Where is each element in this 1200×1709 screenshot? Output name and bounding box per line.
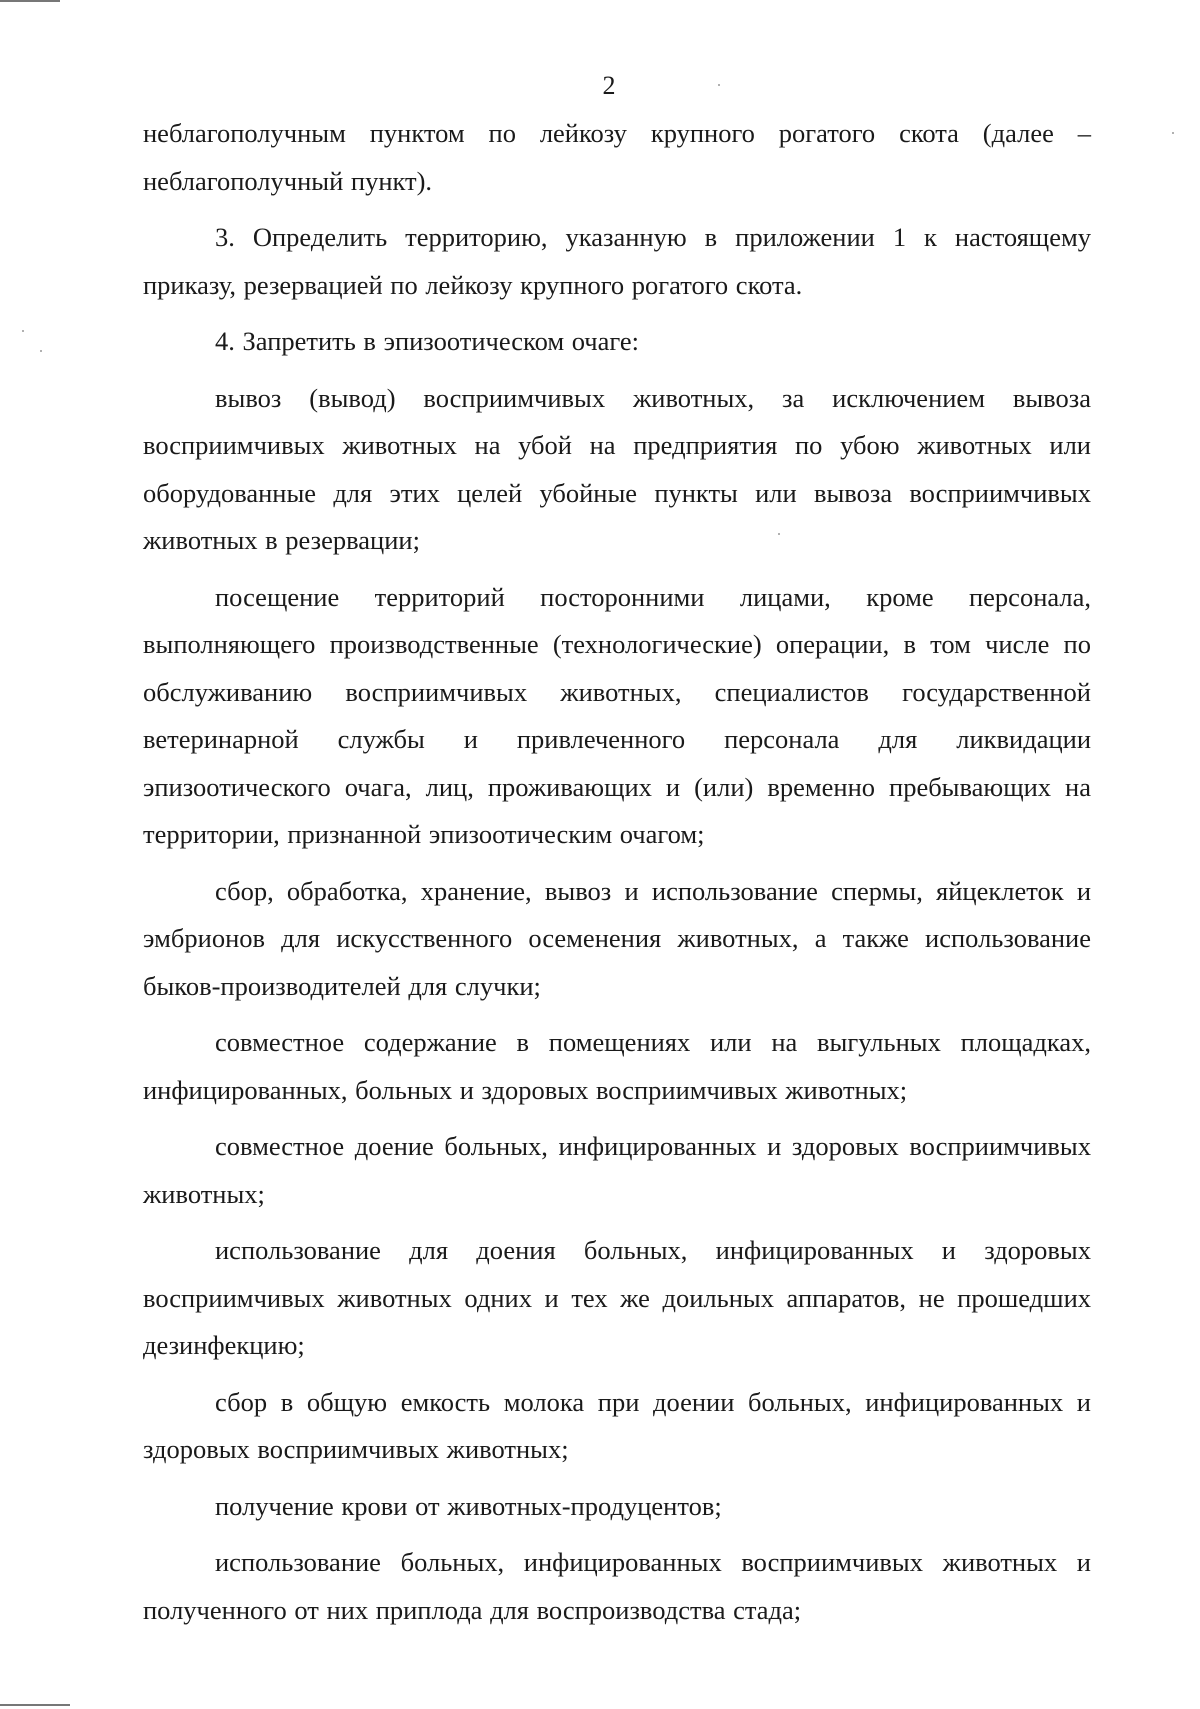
scan-edge-bottom-left <box>0 1704 70 1706</box>
paragraph: сбор в общую емкость молока при доении больных, инфицированных и здоровых восприимчивых животных; <box>143 1386 1091 1464</box>
paragraph: неблагополучным пунктом по лейкозу крупного рогатого скота (далее – неблагополучный пункт). <box>143 118 1091 196</box>
document-body <box>143 110 1091 1643</box>
paragraph: использование для доения больных, инфицированных и здоровых восприимчивых животных одних и тех же доильных аппаратов, не прошедших дезинфекцию; <box>143 1235 1091 1360</box>
paragraph: совместное доение больных, инфицированных и здоровых восприимчивых животных; <box>143 1131 1091 1209</box>
paragraph: использование больных, инфицированных восприимчивых животных и полученного от них приплода для воспроизводства стада; <box>143 1547 1091 1625</box>
scan-edge-top-left <box>0 0 60 2</box>
paragraph: 3. Определить территорию, указанную в приложении 1 к настоящему приказу, резервацией по лейкозу крупного рогатого скота. <box>143 222 1091 300</box>
paragraph: сбор, обработка, хранение, вывоз и использование спермы, яйцеклеток и эмбрионов для искусственного осеменения животных, а также использование быков-производителей для случки; <box>143 875 1091 1001</box>
paragraph: получение крови от животных-продуцентов; <box>215 1490 722 1521</box>
paragraph: вывоз (вывод) восприимчивых животных, за исключением вывоза восприимчивых животных на убой на предприятия по убою животных или оборудованные для этих целей убойные пункты или вывоза восприимчивых животных в резервации; <box>143 382 1091 555</box>
page-number: 2 <box>602 71 616 100</box>
scan-speck <box>1172 132 1174 134</box>
scan-speck <box>22 330 24 332</box>
paragraph: совместное содержание в помещениях или на выгульных площадках, инфицированных, больных и здоровых восприимчивых животных; <box>143 1027 1091 1105</box>
scan-speck <box>40 350 42 352</box>
paragraph: посещение территорий посторонними лицами, кроме персонала, выполняющего производственные (технологические) операции, в том числе по обслуживанию восприимчивых животных, специалистов государственной ветеринарной службы и привлеченного персонала для ликвидации эпизоотического очага, лиц, проживающих и (или) временно пребывающих на территории, признанной эпизоотическим очагом; <box>143 581 1091 849</box>
paragraph: 4. Запретить в эпизоотическом очаге: <box>215 326 640 356</box>
